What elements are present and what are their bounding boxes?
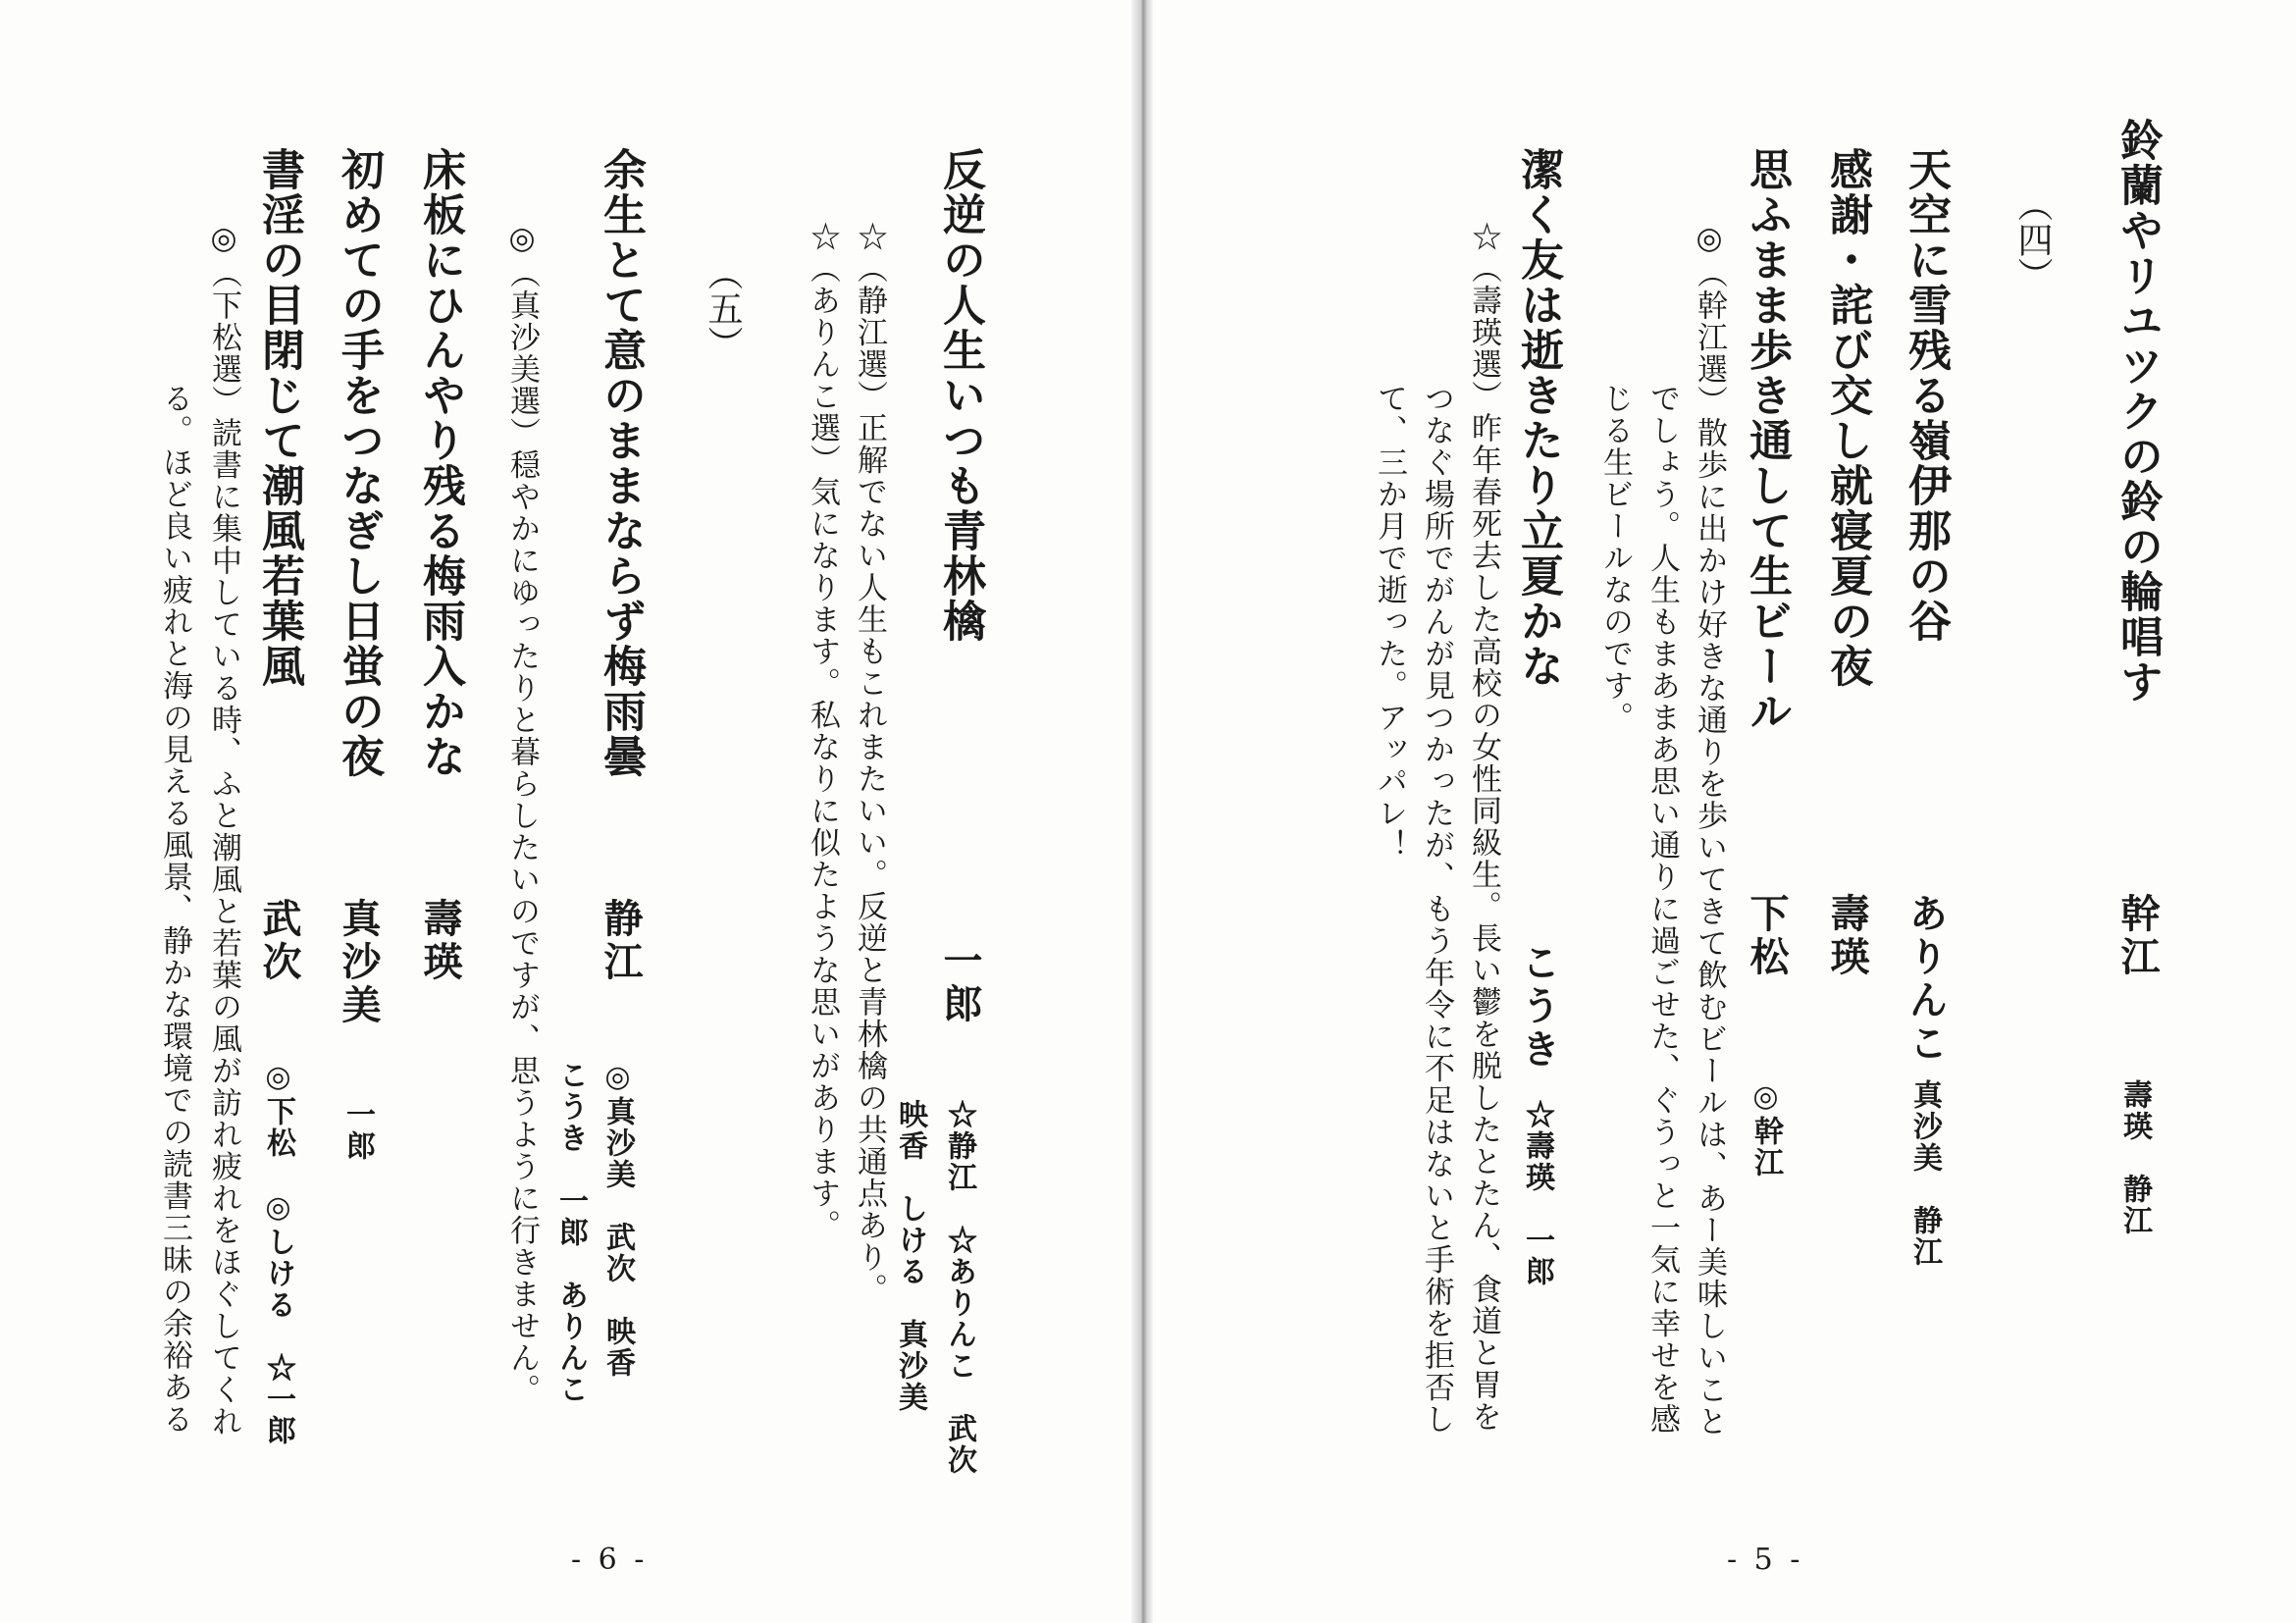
comment-line: ☆（静江選）正解でない人生もこれまたいい。反逆と青林檎の共通点あり。: [852, 221, 887, 1305]
haiku-text: 初めての手をつなぎし日蛍の夜: [334, 147, 384, 779]
page-number: - 5 -: [1727, 1543, 1804, 1577]
haiku-selectors: ☆静江 ☆ありんこ 武次: [942, 1099, 976, 1476]
haiku-text: 感謝・詫び交し就寝夏の夜: [1822, 147, 1872, 689]
comment-line: じる生ビールなのです。: [1597, 383, 1633, 734]
haiku-selectors: ◎下松 ◎しける ☆一郎: [261, 1060, 295, 1446]
haiku-text: 天空に雪残る嶺伊那の谷: [1901, 147, 1951, 644]
haiku-selectors: ◎真沙美 武次 映香: [600, 1060, 635, 1379]
page-number: - 6 -: [571, 1543, 649, 1577]
haiku-selectors: 真沙美 静江: [1907, 1079, 1942, 1268]
haiku-selectors: 映香 しける 真沙美: [893, 1099, 927, 1413]
comment-line: ☆（ありんこ選）気になります。私なりに似たような思いがあります。: [805, 221, 840, 1241]
haiku-author: 下松: [1744, 893, 1790, 979]
haiku-author: 壽瑛: [417, 898, 463, 984]
haiku-author: 一郎: [937, 940, 983, 1026]
haiku-author: ありんこ: [1903, 893, 1949, 1066]
section-heading: （四）: [2012, 186, 2053, 292]
comment-line: る。ほど良い疲れと海の見える風景、静かな環境での読書三昧の余裕ある: [157, 383, 192, 1436]
haiku-author: 幹江: [2114, 893, 2161, 979]
haiku-selectors: 一郎: [340, 1099, 375, 1162]
haiku-selectors: ◎幹江: [1748, 1079, 1783, 1178]
haiku-author: こうき: [1515, 942, 1561, 1072]
haiku-text: 潔く友は逝きたり立夏かな: [1513, 147, 1563, 689]
haiku-author: 真沙美: [336, 898, 382, 1027]
right-page: [1138, 0, 2296, 1623]
haiku-text: 書淫の目閉じて潮風若葉風: [254, 147, 304, 689]
comment-line: ☆（壽瑛選）昨年春死去した高校の女性同級生。長い鬱を脱したとたん、食道と胃を: [1466, 221, 1501, 1433]
haiku-author: 武次: [256, 898, 302, 984]
comment-line: ◎（真沙美選）穏やかにゆったりと暮らしたいのですが、思うように行きません。: [504, 221, 540, 1406]
book-gutter: [1131, 0, 1153, 1623]
left-page: [0, 0, 1138, 1623]
haiku-selectors: 壽瑛 静江: [2117, 1079, 2152, 1236]
haiku-selectors: こうき 一郎 ありんこ: [553, 1060, 588, 1405]
haiku-author: 壽瑛: [1824, 893, 1870, 979]
haiku-selectors: ☆壽瑛 一郎: [1520, 1099, 1554, 1287]
section-heading: （五）: [703, 255, 743, 361]
haiku-text: 鈴蘭やリユツクの鈴の輪唱す: [2113, 118, 2163, 705]
comment-line: ◎（下松選）読書に集中している時、ふと潮風と若葉の風が訪れ疲れをほぐしてくれ: [206, 221, 241, 1438]
haiku-text: 思ふまま歩き通して生ビール: [1742, 147, 1792, 734]
comment-line: でしょう。人生もまあまあ思い通りに過ごせた、ぐうっと一気に幸せを感: [1644, 383, 1680, 1436]
comment-line: ◎（幹江選）散歩に出かけ好きな通りを歩いてきて飲むビールは、あー美味しいこと: [1692, 221, 1727, 1438]
haiku-author: 静江: [598, 898, 644, 984]
haiku-text: 余生とて意のままならず梅雨曇: [596, 147, 646, 779]
haiku-text: 床板にひんやり残る梅雨入かな: [415, 147, 465, 779]
comment-line: つなぐ場所でがんが見つかったが、もう年令に不足はないと手術を拒否し: [1419, 383, 1454, 1436]
haiku-text: 反逆の人生いつも青林檎: [935, 147, 985, 644]
comment-line: て、三か月で逝った。アッパレ！: [1372, 383, 1407, 862]
